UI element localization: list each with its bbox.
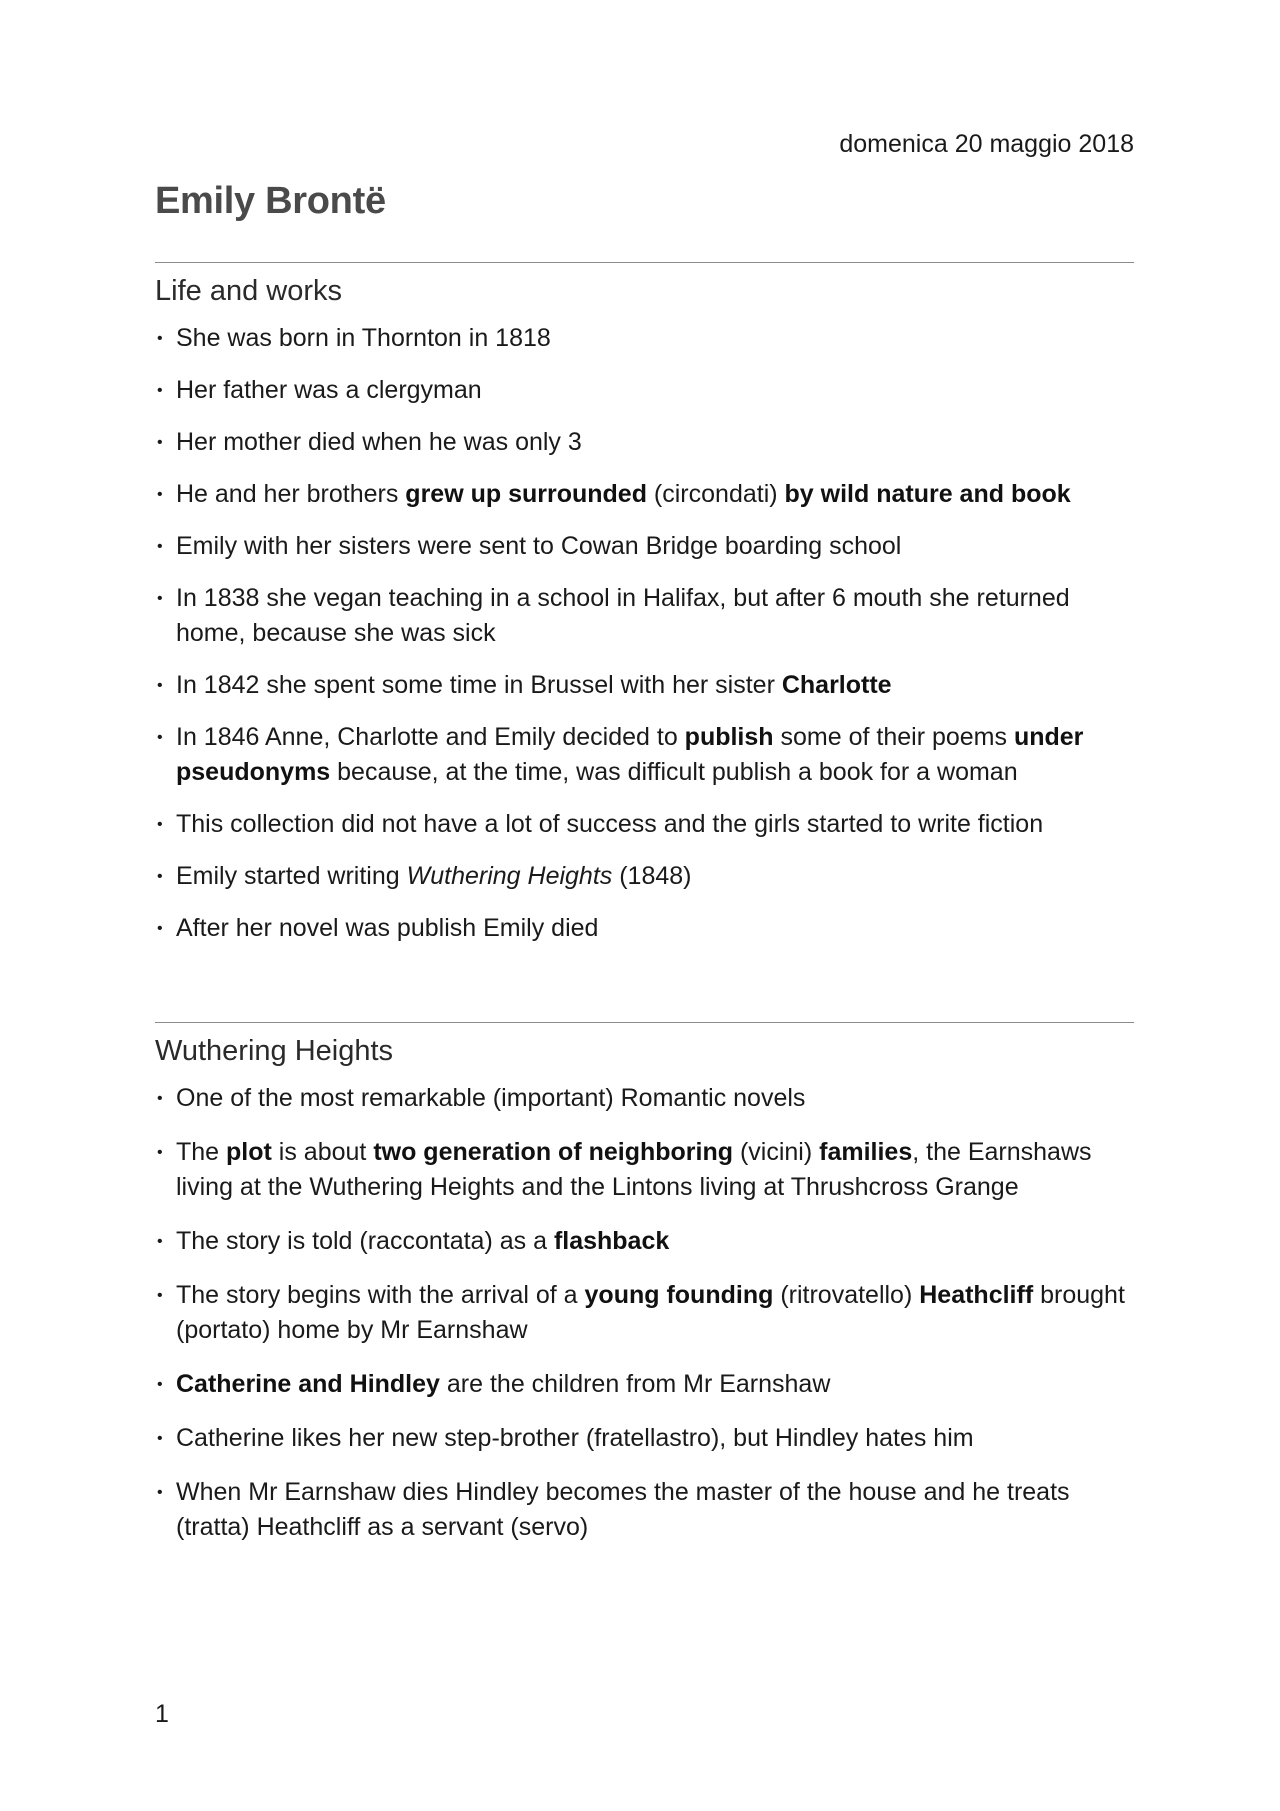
bullet-text-bold: young founding [584, 1281, 774, 1309]
bullet-dot-icon: • [157, 920, 163, 937]
bullet-dot-icon: • [157, 1376, 163, 1393]
bullet-item [155, 1081, 1134, 1116]
bullet-item [155, 720, 1134, 790]
bullet-item [155, 911, 1134, 946]
bullet-text: Emily with her sisters were sent to Cowan Bridge boarding school [176, 532, 902, 560]
bullet-item [155, 668, 1134, 703]
bullet-item [155, 859, 1134, 894]
section-life-and-works [155, 262, 1134, 963]
bullet-item [155, 1475, 1134, 1545]
section-wuthering-heights [155, 1022, 1134, 1564]
bullet-list [155, 1081, 1134, 1545]
bullet-item [155, 1278, 1134, 1348]
bullet-text-bold: Charlotte [781, 671, 892, 699]
section-heading: Life and works [155, 275, 342, 307]
bullet-text: The story begins with the arrival of a [176, 1281, 585, 1309]
bullet-text: is about [271, 1138, 374, 1166]
bullet-dot-icon: • [157, 816, 163, 833]
bullet-dot-icon: • [157, 590, 163, 607]
bullet-dot-icon: • [157, 729, 163, 746]
bullet-dot-icon: • [157, 1090, 163, 1107]
bullet-item [155, 1135, 1134, 1205]
bullet-text: , the Earnshaws living at the Wuthering Heights and the Lintons living at Thrushcross Grange [176, 1138, 1092, 1201]
bullet-text: Her mother died when he was only 3 [176, 428, 582, 456]
bullet-text: Her father was a clergyman [176, 376, 482, 404]
bullet-text-bold: Catherine and Hindley [176, 1370, 440, 1398]
bullet-text-bold: plot [226, 1138, 272, 1166]
bullet-text-bold: two generation of neighboring [373, 1138, 734, 1166]
bullet-text: In 1842 she spent some time in Brussel with her sister [176, 671, 782, 699]
bullet-item [155, 1421, 1134, 1456]
bullet-text: (vicini) [733, 1138, 820, 1166]
bullet-item [155, 477, 1134, 512]
bullet-dot-icon: • [157, 486, 163, 503]
bullet-text: In 1838 she vegan teaching in a school in Halifax, but after 6 mouth she returned home, because she was sick [176, 584, 1070, 647]
bullet-text: The story is told (raccontata) as a [176, 1227, 554, 1255]
bullet-dot-icon: • [157, 868, 163, 885]
bullet-text: After her novel was publish Emily died [176, 914, 599, 942]
bullet-text-italic: Wuthering Heights [406, 862, 613, 890]
bullet-text: In 1846 Anne, Charlotte and Emily decided to [176, 723, 685, 751]
bullet-text: This collection did not have a lot of success and the girls started to write fiction [176, 810, 1044, 838]
bullet-item [155, 529, 1134, 564]
bullet-text: (1848) [612, 862, 692, 890]
bullet-dot-icon: • [157, 538, 163, 555]
bullet-dot-icon: • [157, 1484, 163, 1501]
bullet-text-bold: Heathcliff [919, 1281, 1034, 1309]
bullet-dot-icon: • [157, 1430, 163, 1447]
bullet-dot-icon: • [157, 330, 163, 347]
bullet-text: brought (portato) home by Mr Earnshaw [176, 1281, 1125, 1344]
bullet-text-bold: under pseudonyms [176, 723, 1084, 786]
bullet-item [155, 1224, 1134, 1259]
document-title: Emily Brontë [155, 180, 386, 222]
bullet-text-bold: by wild nature and book [784, 480, 1071, 508]
bullet-text: He and her brothers [176, 480, 406, 508]
bullet-item [155, 581, 1134, 651]
bullet-text-bold: grew up surrounded [405, 480, 647, 508]
bullet-list [155, 321, 1134, 946]
bullet-dot-icon: • [157, 434, 163, 451]
bullet-text: Emily started writing [176, 862, 407, 890]
bullet-item [155, 807, 1134, 842]
bullet-text: because, at the time, was difficult publish a book for a woman [330, 758, 1018, 786]
bullet-item [155, 1367, 1134, 1402]
bullet-text-bold: families [819, 1138, 913, 1166]
bullet-item [155, 321, 1134, 356]
bullet-text: Catherine likes her new step-brother (fratellastro), but Hindley hates him [176, 1424, 974, 1452]
bullet-text: are the children from Mr Earnshaw [439, 1370, 831, 1398]
bullet-text: She was born in Thornton in 1818 [176, 324, 551, 352]
bullet-text: (circondati) [646, 480, 785, 508]
bullet-dot-icon: • [157, 1144, 163, 1161]
bullet-item [155, 373, 1134, 408]
bullet-text-bold: flashback [553, 1227, 670, 1255]
bullet-text: (ritrovatello) [773, 1281, 920, 1309]
bullet-dot-icon: • [157, 1233, 163, 1250]
bullet-dot-icon: • [157, 677, 163, 694]
bullet-text: When Mr Earnshaw dies Hindley becomes the master of the house and he treats (tratta) Heathcliff as a servant (servo) [176, 1478, 1070, 1541]
bullet-dot-icon: • [157, 382, 163, 399]
bullet-text: some of their poems [773, 723, 1014, 751]
page-number: 1 [155, 1700, 169, 1728]
document-date: domenica 20 maggio 2018 [839, 130, 1134, 158]
bullet-item [155, 425, 1134, 460]
bullet-dot-icon: • [157, 1287, 163, 1304]
bullet-text: One of the most remarkable (important) Romantic novels [176, 1084, 806, 1112]
bullet-text: The [176, 1138, 227, 1166]
bullet-text-bold: publish [684, 723, 774, 751]
section-heading: Wuthering Heights [155, 1035, 394, 1067]
